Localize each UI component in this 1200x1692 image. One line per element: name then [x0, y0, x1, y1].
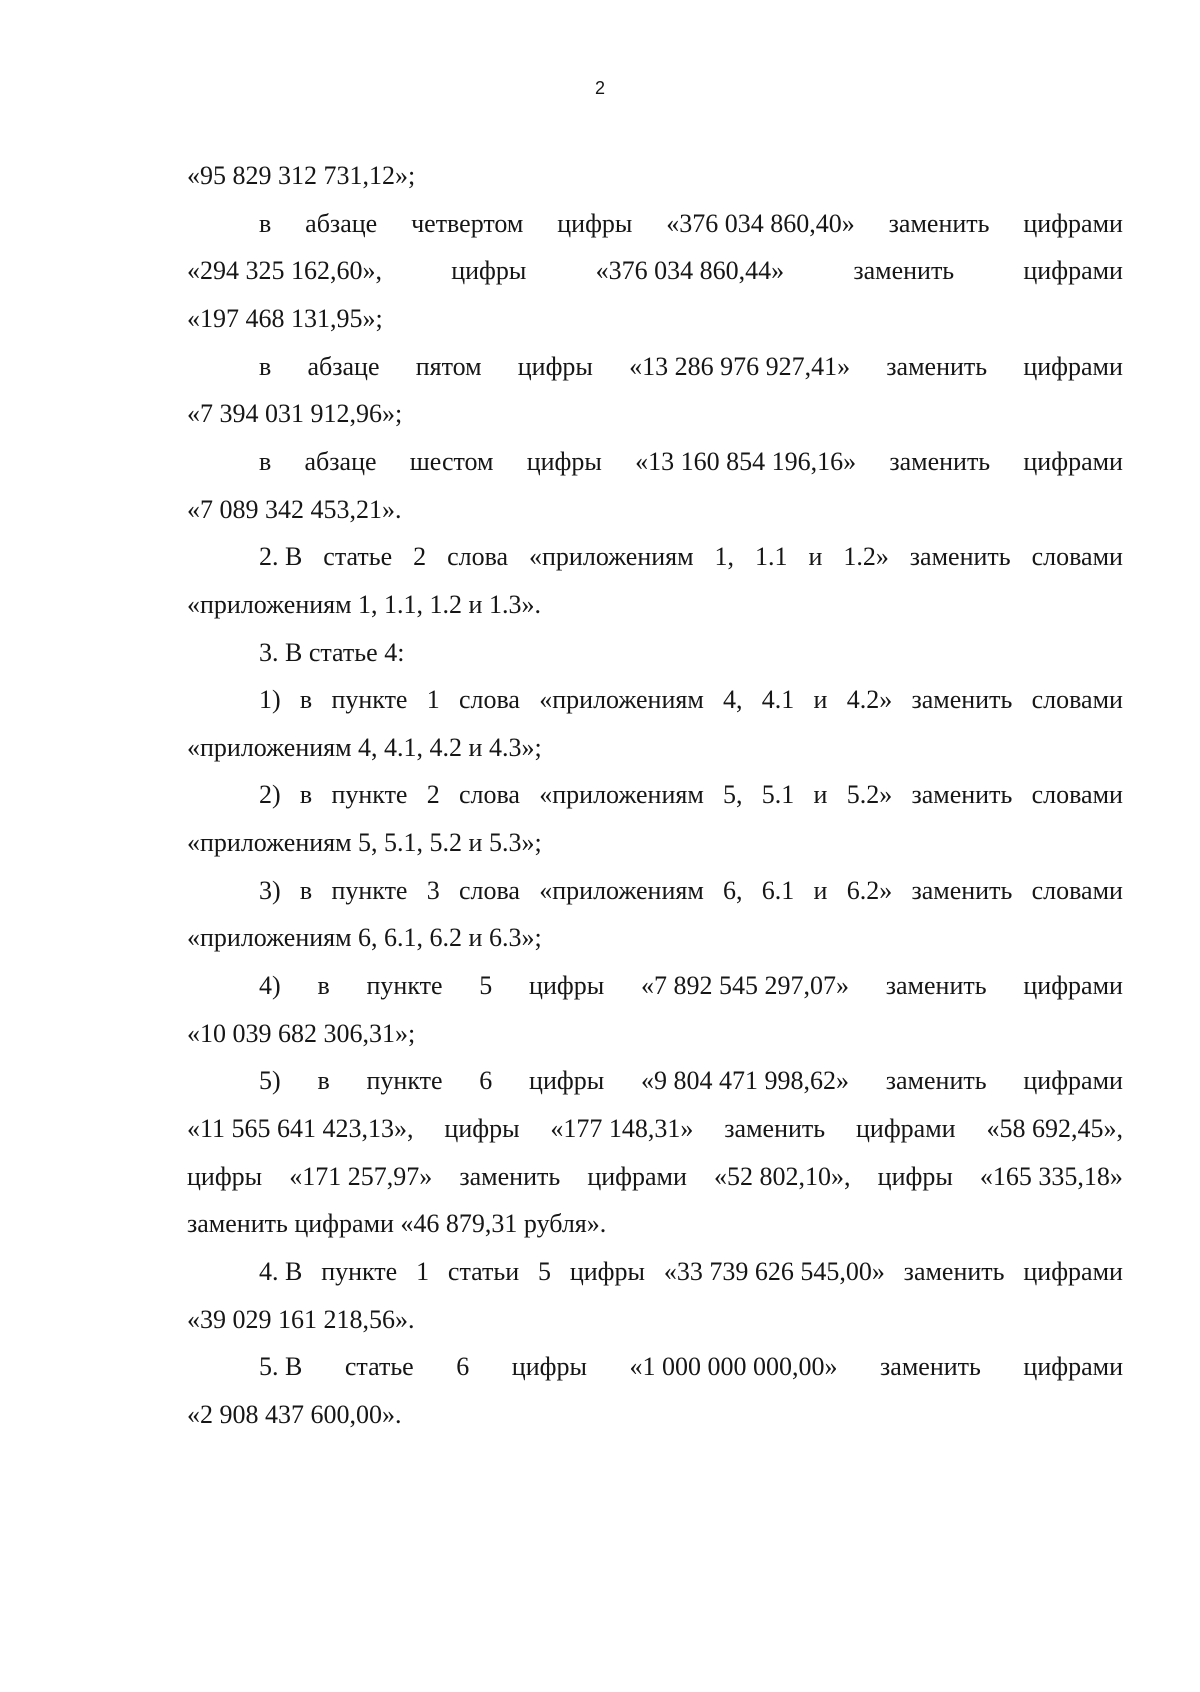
text-word: «165 335,18»: [979, 1161, 1123, 1191]
text-word: пункте: [331, 780, 408, 810]
text-line: [187, 304, 1123, 334]
text-line: [187, 828, 1123, 858]
text-line: [187, 780, 1123, 810]
text-word: «приложениям: [539, 780, 704, 810]
text-word: цифры: [877, 1161, 953, 1191]
text-word: словами: [1031, 542, 1123, 572]
text-word: «приложениям 4, 4.1, 4.2 и 4.3»;: [187, 732, 542, 762]
text-word: 1.2»: [843, 542, 889, 572]
text-word: слова: [458, 780, 520, 810]
text-line: [187, 542, 1123, 572]
text-word: в: [299, 875, 313, 905]
text-word: «1 000 000 000,00»: [629, 1352, 838, 1382]
text-line: [187, 1114, 1123, 1144]
text-word: в: [259, 351, 272, 381]
text-word: заменить: [886, 351, 988, 381]
text-word: 2. В: [259, 542, 303, 572]
text-word: и: [813, 685, 828, 715]
text-word: цифры: [529, 971, 605, 1001]
text-word: 1: [426, 685, 440, 715]
text-line: [187, 1162, 1123, 1192]
text-word: 1.1: [754, 542, 788, 572]
text-word: шестом: [409, 446, 494, 476]
text-line: [187, 447, 1123, 477]
text-word: цифрами: [1023, 446, 1123, 476]
text-word: 5: [537, 1256, 551, 1286]
text-line: [187, 256, 1123, 286]
text-word: словами: [1031, 685, 1123, 715]
text-word: цифрами: [1023, 1066, 1123, 1096]
text-word: цифры: [517, 351, 593, 381]
text-word: «7 892 545 297,07»: [640, 971, 849, 1001]
text-word: заменить: [909, 542, 1011, 572]
text-word: 5.2»: [846, 780, 893, 810]
text-word: пункте: [331, 875, 408, 905]
text-word: цифрами: [587, 1161, 687, 1191]
text-word: заменить: [903, 1256, 1005, 1286]
text-word: заменить: [880, 1352, 981, 1382]
text-word: цифрами: [856, 1114, 956, 1143]
text-word: пункте: [366, 971, 443, 1001]
text-word: статье: [344, 1352, 414, 1382]
text-word: 2: [413, 542, 427, 572]
text-word: пятом: [415, 351, 482, 381]
text-word: 3): [259, 875, 281, 905]
text-word: 5.1: [761, 780, 795, 810]
text-word: «приложениям 5, 5.1, 5.2 и 5.3»;: [187, 828, 542, 858]
text-word: 2): [259, 780, 281, 810]
text-word: 1): [259, 685, 281, 715]
text-word: 5: [479, 971, 493, 1001]
text-word: 6.1: [761, 875, 795, 905]
text-line: [187, 1400, 1123, 1430]
text-word: в: [317, 971, 330, 1001]
text-word: 6: [456, 1352, 470, 1382]
text-word: 3: [426, 875, 440, 905]
text-word: заменить: [885, 971, 987, 1001]
text-line: [187, 1066, 1123, 1096]
text-line: [187, 685, 1123, 715]
text-word: заменить: [459, 1161, 561, 1191]
text-word: «приложениям: [539, 875, 704, 905]
text-word: заменить: [911, 780, 1013, 810]
text-word: цифры: [187, 1161, 263, 1191]
text-word: цифрами: [1023, 971, 1123, 1001]
text-word: «376 034 860,44»: [595, 256, 785, 286]
text-word: 6.2»: [846, 875, 893, 905]
text-line: [187, 495, 1123, 525]
text-word: цифры: [529, 1066, 605, 1096]
text-line: [187, 733, 1123, 763]
text-word: 6,: [723, 875, 743, 905]
text-word: «171 257,97»: [289, 1161, 433, 1191]
text-word: «376 034 860,40»: [666, 208, 855, 238]
text-word: заменить цифрами «46 879,31 рубля».: [187, 1209, 607, 1239]
text-word: 5. В: [259, 1352, 303, 1382]
text-word: «52 802,10»,: [714, 1161, 851, 1191]
page-number: 2: [594, 78, 605, 98]
text-line: [187, 352, 1123, 382]
text-word: «приложениям 6, 6.1, 6.2 и 6.3»;: [187, 923, 542, 953]
text-line: [187, 638, 1123, 668]
text-line: [187, 1257, 1123, 1287]
text-word: 6: [479, 1066, 493, 1096]
text-word: словами: [1031, 780, 1123, 810]
text-line: [187, 590, 1123, 620]
text-word: «7 394 031 912,96»;: [187, 399, 403, 429]
text-word: 5): [259, 1066, 281, 1096]
text-word: 5,: [723, 780, 743, 810]
text-word: заменить: [853, 256, 955, 286]
text-word: заменить: [911, 875, 1013, 905]
text-word: и: [813, 875, 828, 905]
text-line: [187, 1209, 1123, 1239]
text-word: цифрами: [1023, 351, 1123, 381]
text-word: «приложениям: [539, 685, 704, 715]
text-word: цифры: [511, 1352, 587, 1382]
text-word: 2: [426, 780, 440, 810]
text-word: заменить: [889, 446, 991, 476]
text-word: цифрами: [1023, 208, 1123, 238]
text-word: 4.1: [761, 685, 795, 715]
text-word: и: [813, 780, 828, 810]
text-word: цифрами: [1023, 1352, 1123, 1382]
text-word: цифры: [569, 1256, 645, 1286]
text-word: слова: [458, 685, 520, 715]
text-word: цифры: [444, 1114, 520, 1143]
text-word: 3. В статье 4:: [259, 637, 405, 667]
text-word: «приложениям: [529, 542, 694, 572]
text-word: в: [299, 685, 313, 715]
text-word: «9 804 471 998,62»: [640, 1066, 849, 1096]
text-word: в: [259, 208, 272, 238]
text-word: 4,: [723, 685, 743, 715]
text-word: «приложениям 1, 1.1, 1.2 и 1.3».: [187, 589, 541, 619]
text-word: «39 029 161 218,56».: [187, 1304, 415, 1334]
text-word: «33 739 626 545,00»: [663, 1256, 885, 1286]
text-word: «95 829 312 731,12»;: [187, 161, 416, 190]
text-word: «11 565 641 423,13»,: [187, 1114, 414, 1143]
text-word: абзаце: [304, 446, 377, 476]
text-word: статье: [323, 542, 393, 572]
text-line: [187, 399, 1123, 429]
text-word: 1: [416, 1256, 430, 1286]
text-line: [187, 923, 1123, 953]
text-word: и: [808, 542, 823, 572]
text-word: «294 325 162,60»,: [187, 256, 382, 286]
text-word: «197 468 131,95»;: [187, 303, 383, 333]
text-word: слова: [447, 542, 509, 572]
text-line: [187, 1352, 1123, 1382]
text-line: [187, 209, 1123, 239]
text-word: абзаце: [307, 351, 380, 381]
text-word: «13 286 976 927,41»: [629, 351, 851, 381]
text-line: [187, 1305, 1123, 1335]
text-line: [187, 161, 1123, 191]
text-word: в: [299, 780, 313, 810]
text-word: «58 692,45»,: [986, 1114, 1123, 1143]
text-word: «7 089 342 453,21».: [187, 494, 402, 524]
text-word: «2 908 437 600,00».: [187, 1399, 402, 1429]
text-word: цифры: [526, 446, 602, 476]
text-word: 4.2»: [846, 685, 893, 715]
text-word: 4. В: [259, 1256, 303, 1286]
text-word: словами: [1031, 875, 1123, 905]
text-word: «10 039 682 306,31»;: [187, 1018, 416, 1048]
text-word: цифры: [557, 208, 633, 238]
text-word: «13 160 854 196,16»: [635, 446, 857, 476]
text-word: пункте: [366, 1066, 443, 1096]
text-word: заменить: [911, 685, 1013, 715]
text-word: в: [317, 1066, 330, 1096]
text-line: [187, 1019, 1123, 1049]
text-word: цифры: [451, 256, 527, 286]
text-word: статьи: [447, 1256, 520, 1286]
text-word: цифрами: [1023, 256, 1123, 286]
text-word: заменить: [885, 1066, 987, 1096]
text-line: [187, 971, 1123, 1001]
text-word: заменить: [724, 1114, 826, 1143]
text-word: четвертом: [411, 208, 524, 238]
text-word: пункте: [331, 685, 408, 715]
text-word: слова: [458, 875, 520, 905]
text-word: цифрами: [1023, 1256, 1123, 1286]
text-word: 1,: [714, 542, 735, 572]
text-word: 4): [259, 971, 281, 1001]
text-word: абзаце: [305, 208, 378, 238]
text-word: пункте: [321, 1256, 398, 1286]
text-line: [187, 876, 1123, 906]
text-word: в: [259, 446, 272, 476]
text-word: «177 148,31»: [550, 1114, 694, 1143]
text-word: заменить: [888, 208, 990, 238]
